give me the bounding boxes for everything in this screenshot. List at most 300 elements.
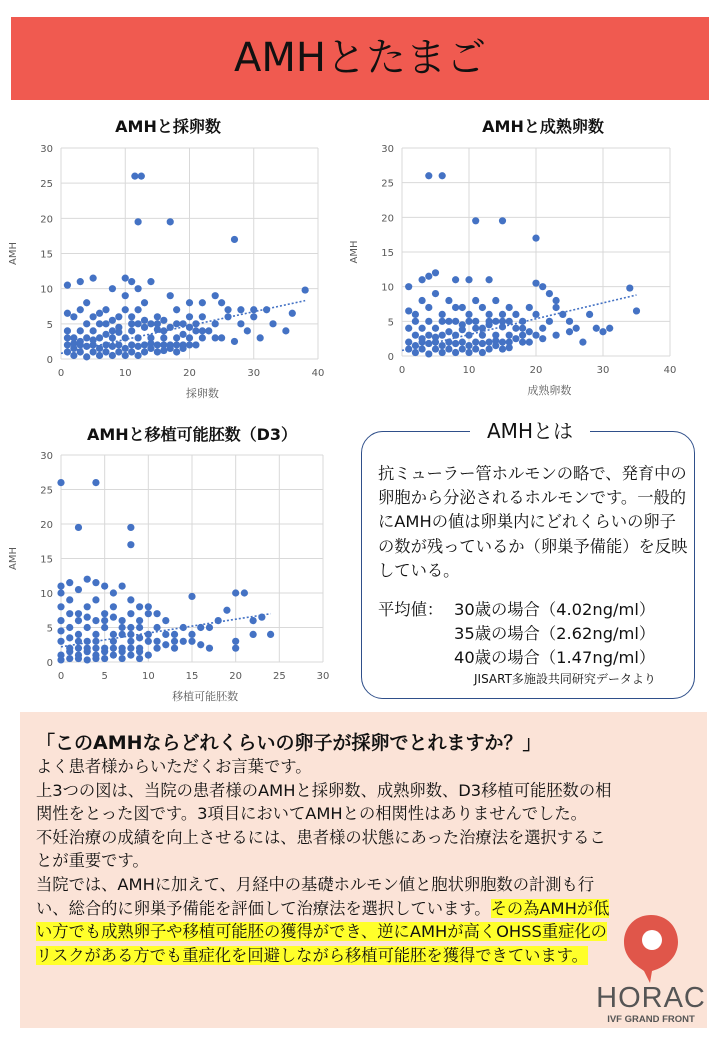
data-point [186,299,193,306]
data-point [486,276,493,283]
data-point [136,603,143,610]
data-point [127,541,134,548]
data-point [153,624,160,631]
data-point [66,655,73,662]
data-point [101,583,108,590]
data-point [479,349,486,356]
data-point [425,318,432,325]
data-point [486,318,493,325]
data-point [66,610,73,617]
data-point [412,318,419,325]
data-point [127,638,134,645]
data-point [405,339,412,346]
data-point [122,352,129,359]
y-tick-label: 0 [387,352,394,363]
data-point [145,631,152,638]
data-point [218,299,225,306]
scatter-plot [0,420,340,710]
paragraph: 不妊治療の成績を向上させるには、患者様の状態にあった治療法を選択することが重要です。 [36,827,606,871]
data-point [84,603,91,610]
data-point [66,624,73,631]
data-point [199,327,206,334]
data-point [486,339,493,346]
data-point [519,339,526,346]
data-point [553,304,560,311]
average-value: （2.62ng/ml） [539,624,656,643]
data-point [57,479,64,486]
data-point [206,645,213,652]
data-point [64,282,71,289]
data-point [153,610,160,617]
data-point [101,648,108,655]
y-axis-label: AMH [8,242,19,265]
data-point [92,655,99,662]
x-tick-label: 0 [398,365,406,376]
data-point [92,479,99,486]
data-point [110,589,117,596]
x-tick-label: 40 [311,368,325,379]
data-point [101,617,108,624]
data-point [154,320,161,327]
data-point [519,332,526,339]
data-point [479,340,486,347]
x-tick-label: 30 [247,368,261,379]
data-point [465,318,472,325]
data-point [64,327,71,334]
data-point [199,299,206,306]
data-point [412,311,419,318]
paragraph [36,873,621,967]
y-tick-label: 25 [381,178,394,190]
data-point [212,320,219,327]
data-point [122,292,129,299]
data-point [472,318,479,325]
data-point [179,345,186,352]
data-point [141,348,148,355]
data-point [573,325,580,332]
data-point [64,310,71,317]
data-point [512,335,519,342]
data-point [115,348,122,355]
x-tick-label: 0 [57,671,65,682]
data-point [412,332,419,339]
data-point [539,283,546,290]
data-point [199,334,206,341]
data-point [131,173,138,180]
data-point [419,345,426,352]
data-point [419,276,426,283]
data-point [425,172,432,179]
data-point [445,318,452,325]
data-point [57,638,64,645]
data-point [472,217,479,224]
data-point [84,648,91,655]
data-point [83,320,90,327]
x-axis-label: 移植可能胚数 [172,690,239,703]
data-point [445,328,452,335]
data-point [77,338,84,345]
data-point [66,634,73,641]
y-tick-label: 25 [40,485,53,497]
data-point [92,645,99,652]
data-point [206,624,213,631]
data-point [472,345,479,352]
data-point [244,327,251,334]
data-point [566,328,573,335]
data-point [432,325,439,332]
data-point [75,631,82,638]
data-point [539,325,546,332]
data-point [546,318,553,325]
data-point [472,297,479,304]
y-tick-label: 10 [40,589,53,600]
data-point [499,217,506,224]
data-point [626,284,633,291]
chart-amh-transferable-embryos [0,420,340,710]
x-tick-label: 10 [141,671,155,682]
x-tick-label: 30 [596,365,610,376]
data-point [197,641,204,648]
x-tick-label: 5 [101,671,108,682]
data-point [145,603,152,610]
data-point [109,327,116,334]
y-tick-label: 0 [46,355,53,366]
data-point [141,317,148,324]
data-point [506,339,513,346]
y-tick-label: 25 [40,179,53,191]
average-values [378,598,655,670]
x-tick-label: 0 [57,368,65,379]
data-point [128,348,135,355]
x-tick-label: 25 [272,671,286,682]
data-point [412,342,419,349]
data-point [77,278,84,285]
data-point [128,278,135,285]
data-point [412,349,419,356]
data-point [479,304,486,311]
data-point [465,349,472,356]
data-point [138,173,145,180]
data-point [154,348,161,355]
data-point [465,276,472,283]
y-tick-label: 30 [40,451,53,462]
average-row [378,598,655,622]
data-point [289,310,296,317]
data-point [141,341,148,348]
data-point [141,324,148,331]
data-point [439,349,446,356]
data-point [519,325,526,332]
data-point [162,617,169,624]
y-tick-label: 20 [40,214,53,226]
data-point [135,218,142,225]
data-point [179,331,186,338]
data-point [263,306,270,313]
data-point [145,610,152,617]
data-point [135,320,142,327]
data-point [96,352,103,359]
data-point [250,631,257,638]
y-tick-label: 5 [387,317,394,329]
data-point [135,285,142,292]
data-point [162,631,169,638]
y-tick-label: 15 [381,248,394,259]
data-point [147,278,154,285]
data-point [218,334,225,341]
data-point [459,304,466,311]
info-box-body: 抗ミューラー管ホルモンの略で、発育中の卵胞から分泌されるホルモンです。一般的にAMHの値は卵巣内にどれくらいの卵子の数が残っているか（卵巣予備能）を反映している。 [378,464,688,580]
data-point [110,652,117,659]
data-point [459,339,466,346]
data-point [231,338,238,345]
y-tick-label: 5 [46,623,53,635]
data-point [186,341,193,348]
data-point [64,334,71,341]
data-source-note: JISART多施設共同研究データより [474,672,656,686]
data-point [419,325,426,332]
data-point [439,318,446,325]
data-point [147,340,154,347]
data-point [110,614,117,621]
data-point [115,313,122,320]
data-point [606,325,613,332]
data-point [269,320,276,327]
data-point [188,631,195,638]
data-point [231,236,238,243]
data-point [282,327,289,334]
data-point [102,320,109,327]
data-point [512,311,519,318]
data-point [84,638,91,645]
y-tick-label: 15 [40,554,53,566]
y-tick-label: 10 [40,284,53,296]
data-point [212,292,219,299]
x-tick-label: 10 [118,368,132,379]
data-point [232,645,239,652]
data-point [109,343,116,350]
data-point [75,645,82,652]
data-point [199,313,206,320]
data-point [445,345,452,352]
data-point [465,311,472,318]
title-banner [11,17,709,100]
data-point [539,335,546,342]
data-point [75,617,82,624]
data-point [77,306,84,313]
average-row [378,646,655,670]
data-point [128,320,135,327]
data-point [579,339,586,346]
data-point [405,325,412,332]
map-pin-icon [624,915,678,983]
data-point [459,345,466,352]
data-point [136,617,143,624]
data-point [167,218,174,225]
data-point [171,638,178,645]
data-point [102,348,109,355]
data-point [83,334,90,341]
data-point [526,304,533,311]
data-point [160,317,167,324]
data-point [135,306,142,313]
data-point [109,352,116,359]
data-point [492,297,499,304]
y-tick-label: 20 [40,520,53,531]
data-point [57,583,64,590]
data-point [128,313,135,320]
data-point [237,306,244,313]
data-point [241,589,248,596]
data-point [66,596,73,603]
average-age: 40歳の場合 [454,648,540,667]
average-age: 35歳の場合 [454,624,540,643]
data-point [526,328,533,335]
y-tick-label: 20 [381,213,394,225]
data-point [633,307,640,314]
data-point [546,290,553,297]
chart-title: AMHと成熟卵数 [482,117,604,136]
data-point [119,648,126,655]
data-point [136,648,143,655]
data-point [250,313,257,320]
data-point [532,332,539,339]
data-point [119,655,126,662]
data-point [57,589,64,596]
data-point [96,320,103,327]
data-point [439,311,446,318]
data-point [186,334,193,341]
data-point [127,610,134,617]
data-point [92,617,99,624]
data-point [83,299,90,306]
data-point [57,603,64,610]
data-point [192,327,199,334]
data-point [160,334,167,341]
data-point [75,655,82,662]
data-point [101,624,108,631]
data-point [419,335,426,342]
data-point [452,318,459,325]
data-point [593,325,600,332]
data-point [171,645,178,652]
data-point [135,352,142,359]
scatter-plot [0,108,340,408]
data-point [153,638,160,645]
data-point [486,311,493,318]
data-point [136,624,143,631]
data-point [171,631,178,638]
data-point [57,656,64,663]
data-point [526,339,533,346]
data-point [101,655,108,662]
data-point [75,586,82,593]
info-box-title: AMHとは [470,419,590,443]
data-point [532,311,539,318]
data-point [405,307,412,314]
data-point [439,342,446,349]
y-tick-label: 0 [46,658,53,669]
data-point [57,627,64,634]
data-point [77,327,84,334]
page-title: AMHとたまご [234,35,486,81]
data-point [599,328,606,335]
data-point [452,276,459,283]
data-point [154,313,161,320]
data-point [115,341,122,348]
data-point [92,579,99,586]
data-point [90,348,97,355]
data-point [186,324,193,331]
data-point [83,343,90,350]
data-point [135,343,142,350]
data-point [452,340,459,347]
highlighted-text: その為AMHが低い方でも成熟卵子や移植可能胚の獲得ができ、逆にAMHが高くOHSS重症化のリスクがある方でも重症化を回避しながら移植可能胚を獲得できています。 [36,898,610,965]
y-axis-label: AMH [349,240,360,264]
data-point [432,345,439,352]
data-point [96,310,103,317]
data-point [119,624,126,631]
x-axis-label: 成熟卵数 [527,384,572,397]
data-point [145,638,152,645]
chart-title: AMHと移植可能胚数（D3） [86,425,298,444]
data-point [90,327,97,334]
x-tick-label: 40 [663,365,677,376]
data-point [553,332,560,339]
data-point [479,332,486,339]
data-point [432,290,439,297]
data-point [232,589,239,596]
data-point [232,638,239,645]
data-point [405,283,412,290]
data-point [188,638,195,645]
x-tick-label: 10 [462,365,476,376]
data-point [110,631,117,638]
data-point [153,645,160,652]
data-point [188,593,195,600]
data-point [257,334,264,341]
data-point [499,311,506,318]
data-point [84,656,91,663]
explanation-heading: 「このAMHならどれくらいの卵子が採卵でとれますか？」 [36,732,542,754]
data-point [92,596,99,603]
data-point [173,348,180,355]
x-tick-label: 30 [316,671,330,682]
data-point [452,304,459,311]
data-point [465,342,472,349]
data-point [459,321,466,328]
data-point [154,341,161,348]
data-point [486,345,493,352]
data-point [145,652,152,659]
data-point [237,320,244,327]
data-point [127,645,134,652]
data-point [96,334,103,341]
data-point [445,297,452,304]
y-tick-label: 30 [40,144,53,155]
data-point [439,172,446,179]
logo-wordmark: HORAC [596,982,706,1014]
data-point [223,607,230,614]
data-point [57,617,64,624]
chart-title: AMHと採卵数 [115,117,221,136]
y-tick-label: 10 [381,282,394,294]
paragraph: よく患者様からいただくお言葉です。 [36,757,312,776]
data-point [205,327,212,334]
chart-amh-retrieved-eggs [0,108,340,408]
data-point [512,325,519,332]
data-point [128,327,135,334]
data-point [127,596,134,603]
